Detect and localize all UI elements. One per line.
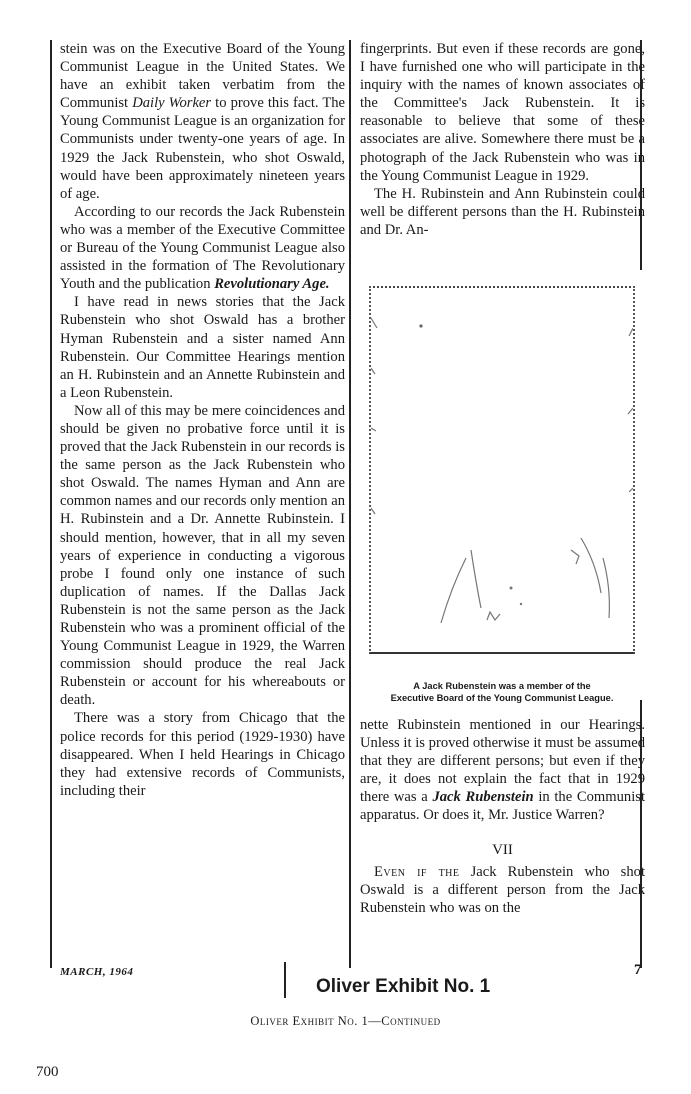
paragraph-3: I have read in news stories that the Jack Rubenstein who shot Oswald has a brother Hyman Rubenstein and a sister named Ann Rubenstein. Our Committee Hearings mention an H. Rubinstein and an Annette Rubinstein and a Leon Rubenstein. — [60, 294, 345, 401]
paragraph-9: Even if the Jack Rubenstein who shot Oswald is a different person from the Jack Rubenstein who was on the — [360, 863, 645, 916]
issue-date: MARCH, 1964 — [60, 966, 134, 978]
photo-image — [369, 286, 635, 654]
revolutionary-age-title: Revolutionary Age. — [214, 276, 330, 293]
paragraph-1: stein was on the Executive Board of the Young Communist League in the United States. We have an exhibit taken verbatim from the Communist Daily Worker to prove this fact. The Young Communist League is an organization for Communists under twenty-one years of age. In 1929 the Jack Rubenstein, who shot Oswald, would have been approximately nineteen years of age. — [60, 41, 346, 202]
paragraph-6: fingerprints. But even if these records are gone, I have furnished one who will participate in the inquiry with the names of known associates of the Committee's Jack Rubenstein. It is reasonable to believe that some of these associates are alive. Somewhere there must be a photograph of the Jack Rubenstein who was in the Young Communist League in 1929. — [360, 41, 645, 184]
paragraph-2: According to our records the Jack Rubenstein who was a member of the Executive Committee or Bureau of the Young Communist League also assisted in the formation of The Revolutionary Youth and the publication Revolutionary Age. — [60, 203, 345, 293]
section-heading: VII — [492, 841, 513, 858]
right-column — [360, 40, 645, 239]
left-border-rule — [50, 40, 52, 968]
faded-photo-sketch — [371, 288, 633, 652]
photo-caption: A Jack Rubenstein was a member of the Executive Board of the Young Communist League. — [390, 681, 614, 703]
column-divider-rule — [349, 40, 351, 968]
left-column — [60, 40, 345, 800]
photo-figure — [363, 284, 641, 680]
paragraph-8: nette Rubinstein mentioned in our Hearings. Unless it is proved otherwise it must be assumed that they are different persons; but even if they are, it does not explain the fact that in 1929 there was a Jack Rubenstein in the Communist apparatus. Or does it, Mr. Justice Warren? — [360, 717, 646, 824]
magazine-page-number: 7 — [634, 962, 642, 978]
paragraph-5: There was a story from Chicago that the police records for this period (1929-1930) have disappeared. When I held Hearings in Chicago they had extensive records of Communists, including their — [60, 710, 345, 799]
continued-caption: Oliver Exhibit No. 1—Continued — [250, 1014, 441, 1028]
paragraph-4: Now all of this may be mere coincidences and should be given no probative force until it is proved that the Jack Rubenstein in our records is the same person as the Jack Rubenstein who shot Oswald. The names Hyman and Ann are common names and our records only mention an H. Rubinstein and a Dr. Annette Rubinstein. I should mention, however, that in all my seven years of experience in conducting a vigorous probe I found only one instance of such duplication of names. If the Dallas Jack Rubenstein is not the same person as the Jack Rubenstein who was a prominent official of the Young Communist League in 1929, the Warren commission should produce the real Jack Rubenstein or account for his whereabouts or death. — [60, 402, 345, 709]
footer-divider-rule — [284, 962, 286, 998]
exhibit-label: Oliver Exhibit No. 1 — [316, 976, 491, 997]
jack-rubenstein-emphasis: Jack Rubenstein — [432, 789, 534, 806]
daily-worker-title: Daily Worker — [132, 95, 212, 112]
right-column-continued — [360, 716, 645, 917]
document-page-number: 700 — [36, 1064, 59, 1080]
paragraph-7: The H. Rubinstein and Ann Rubinstein could well be different persons than the H. Rubinstein and Dr. An- — [360, 185, 645, 238]
